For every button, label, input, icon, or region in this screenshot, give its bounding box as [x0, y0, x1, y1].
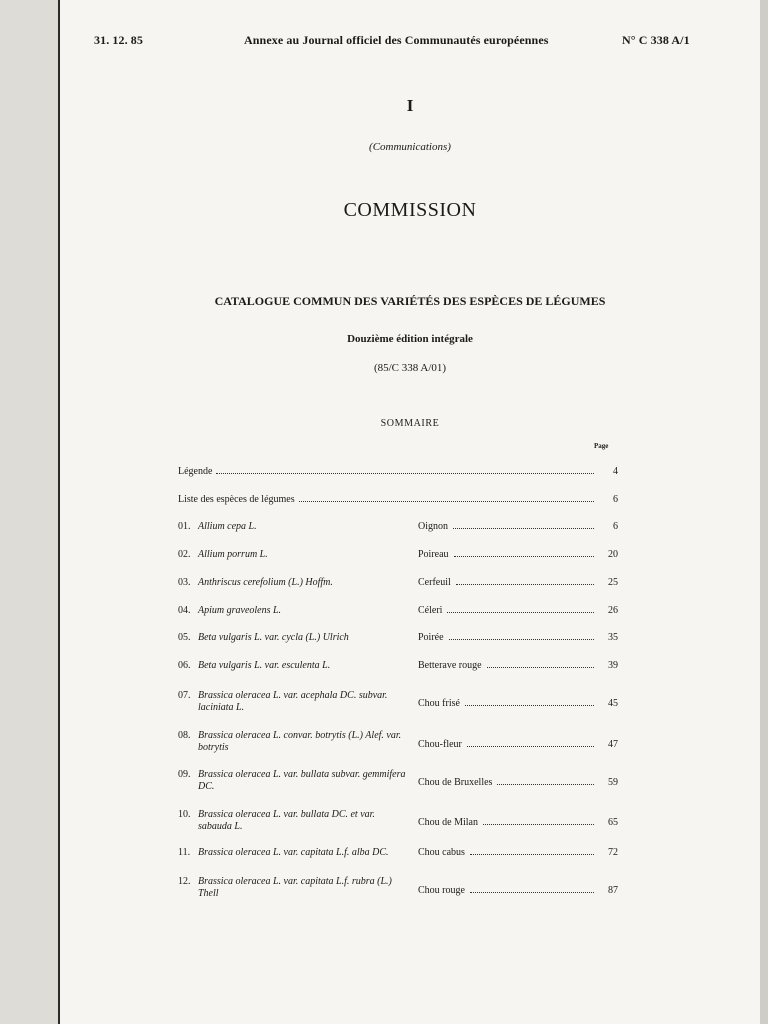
toc-page-number: 87 [608, 885, 618, 896]
species-number: 10. [178, 809, 191, 820]
toc-page-number: 47 [608, 739, 618, 750]
species-number: 04. [178, 605, 191, 616]
species-scientific-name: Brassica oleracea L. convar. botrytis (L.) Alef. var. botrytis [198, 730, 402, 753]
species-number: 03. [178, 577, 191, 588]
species-number: 01. [178, 521, 191, 532]
species-scientific-name: Brassica oleracea L. var. capitata L.f. rubra (L.) Thell [198, 876, 392, 899]
communications-heading: (Communications) [369, 141, 451, 153]
page-column-label: Page [594, 442, 609, 450]
toc-page-number: 26 [608, 605, 618, 616]
species-scientific-name: Apium graveolens L. [198, 605, 282, 616]
toc-page-number: 4 [613, 466, 618, 477]
species-vernacular-entry [418, 739, 618, 750]
commission-heading: COMMISSION [343, 199, 477, 221]
toc-page-number: 35 [608, 632, 618, 643]
species-scientific-name: Brassica oleracea L. var. bullata subvar. gemmifera DC. [198, 769, 406, 792]
species-entry [178, 847, 618, 873]
toc-entry-label: Liste des espèces de légumes [178, 494, 295, 505]
species-entry [178, 632, 618, 658]
species-number: 09. [178, 769, 191, 780]
species-vernacular-name: Chou-fleur [418, 739, 462, 750]
toc-page-number: 25 [608, 577, 618, 588]
species-vernacular-entry [418, 817, 618, 828]
toc-page-number: 39 [608, 660, 618, 671]
species-scientific-name: Allium cepa L. [198, 521, 257, 532]
species-scientific-name: Allium porrum L. [198, 549, 268, 560]
species-vernacular-entry [418, 885, 618, 896]
toc-page-number: 59 [608, 777, 618, 788]
species-scientific-name: Brassica oleracea L. var. bullata DC. et var. sabauda L. [198, 809, 375, 832]
species-vernacular-entry [418, 847, 618, 858]
toc-page-number: 65 [608, 817, 618, 828]
species-entry [178, 549, 618, 575]
species-scientific-name: Beta vulgaris L. var. esculenta L. [198, 660, 331, 671]
species-entry [178, 730, 618, 756]
dot-leader [454, 555, 594, 557]
toc-page-number: 6 [613, 494, 618, 505]
species-scientific-name: Brassica oleracea L. var. acephala DC. subvar. laciniata L. [198, 690, 388, 713]
toc-page-number: 20 [608, 549, 618, 560]
species-vernacular-name: Cerfeuil [418, 577, 451, 588]
species-scientific-name: Anthriscus cerefolium (L.) Hoffm. [198, 577, 333, 588]
document-reference: (85/C 338 A/01) [373, 362, 447, 374]
species-vernacular-name: Chou rouge [418, 885, 465, 896]
species-vernacular-name: Poirée [418, 632, 444, 643]
species-scientific-name: Brassica oleracea L. var. capitata L.f. alba DC. [198, 847, 389, 858]
header-date: 31. 12. 85 [94, 33, 143, 47]
scan-margin [0, 0, 58, 1024]
toc-page-number: 6 [613, 521, 618, 532]
species-vernacular-entry [418, 521, 618, 532]
species-vernacular-entry [418, 605, 618, 616]
species-number: 08. [178, 730, 191, 741]
species-vernacular-entry [418, 577, 618, 588]
species-vernacular-name: Chou de Milan [418, 817, 478, 828]
toc-page-number: 72 [608, 847, 618, 858]
dot-leader [449, 638, 594, 640]
species-entry [178, 521, 618, 547]
dot-leader [470, 853, 594, 855]
dot-leader [497, 783, 594, 785]
dot-leader [447, 611, 594, 613]
dot-leader [456, 583, 594, 585]
header-journal-title: Annexe au Journal officiel des Communautés européennes [244, 33, 549, 47]
species-vernacular-entry [418, 660, 618, 671]
species-vernacular-name: Céleri [418, 605, 443, 616]
dot-leader [470, 891, 594, 893]
dot-leader [487, 666, 594, 668]
species-entry [178, 876, 618, 902]
species-vernacular-name: Oignon [418, 521, 448, 532]
species-vernacular-name: Chou cabus [418, 847, 465, 858]
toc-entry-label: Légende [178, 466, 213, 477]
toc-page-number: 45 [608, 698, 618, 709]
species-number: 12. [178, 876, 191, 887]
dot-leader [465, 704, 594, 706]
species-number: 11. [178, 847, 191, 858]
dot-leader [299, 500, 594, 502]
species-number: 07. [178, 690, 191, 701]
species-vernacular-name: Poireau [418, 549, 449, 560]
species-number: 02. [178, 549, 191, 560]
species-entry [178, 809, 618, 835]
species-vernacular-entry [418, 549, 618, 560]
species-entry [178, 769, 618, 795]
dot-leader [483, 823, 594, 825]
dot-leader [216, 472, 594, 474]
species-entry [178, 605, 618, 631]
species-vernacular-name: Betterave rouge [418, 660, 482, 671]
toc-entry [178, 466, 618, 477]
document-page [58, 0, 760, 1024]
species-vernacular-name: Chou frisé [418, 698, 460, 709]
header-issue-number: N° C 338 A/1 [622, 33, 690, 47]
toc-entry [178, 494, 618, 505]
species-number: 05. [178, 632, 191, 643]
species-vernacular-entry [418, 632, 618, 643]
catalogue-title: CATALOGUE COMMUN DES VARIÉTÉS DES ESPÈCES DE LÉGUMES [214, 294, 606, 308]
species-entry [178, 690, 618, 716]
dot-leader [453, 527, 594, 529]
species-vernacular-name: Chou de Bruxelles [418, 777, 493, 788]
species-entry [178, 577, 618, 603]
species-scientific-name: Beta vulgaris L. var. cycla (L.) Ulrich [198, 632, 349, 643]
dot-leader [467, 745, 594, 747]
species-vernacular-entry [418, 698, 618, 709]
species-vernacular-entry [418, 777, 618, 788]
part-number: I [406, 96, 414, 115]
sommaire-heading: SOMMAIRE [380, 418, 440, 429]
species-entry [178, 660, 618, 686]
species-number: 06. [178, 660, 191, 671]
edition-label: Douzième édition intégrale [347, 333, 473, 345]
